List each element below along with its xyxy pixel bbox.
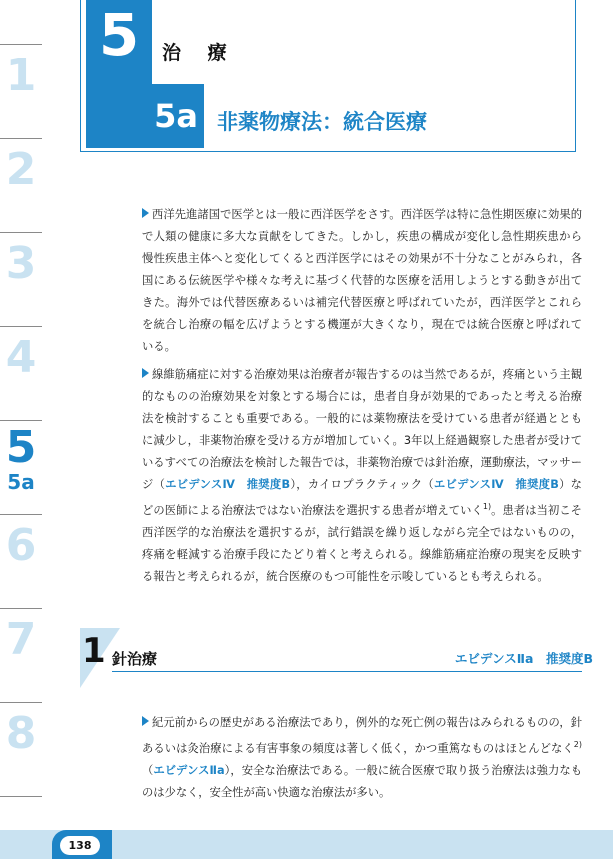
reference-mark[interactable]: 2) [573,740,582,749]
chapter-tab-8[interactable] [0,702,42,796]
chapter-title: 治 療 [162,42,237,64]
page-number: 138 [60,836,100,855]
paragraph-text: 線維筋痛症に対する治療効果は治療者が報告するのは当然であるが，疼痛という主観的なものの治療効果を対象とする場合には，患者自身が効果的であったと考える治療法を検討することも重要である。一般的には薬物療法を受けている患者が経過とともに減少し，非薬物治療を受ける方が増加していく。3年以上経過観察した患者が受けているすべての治療法を検討した報告では，非薬物治療では針治療，運動療法，マッサージ（ [142,368,582,491]
chapter-index-end [0,796,42,797]
chapter-number: 7 [5,614,37,665]
chapter-tab-6[interactable] [0,514,42,608]
section-heading-rule [112,671,582,672]
chapter-number: 6 [5,520,37,571]
chapter-tab-7[interactable] [0,608,42,702]
chapter-sub-number: 5a [7,470,35,494]
paragraph-text: ，安全な治療法である。一般に統合医療で取り扱う治療法は強力なものは少なく，安全性が高い快適な治療法が多い。 [142,763,582,799]
intro-paragraph-1 [142,204,582,358]
evidence-label: エビデンスⅣ 推奨度B [165,478,291,491]
evidence-label: エビデンスⅣ 推奨度B [433,478,559,491]
evidence-label: エビデンスⅡa [153,763,225,777]
chapter-number: 2 [5,144,37,195]
chapter-number-block [86,0,152,84]
bullet-triangle-icon [142,208,149,218]
chapter-number: 1 [5,50,37,101]
section-number-label: 5a [154,97,198,135]
section-heading-number: 1 [82,631,106,671]
chapter-tab-1[interactable] [0,44,42,138]
chapter-number-label: 5 [98,1,140,69]
bullet-triangle-icon [142,716,149,726]
paragraph-text: 紀元前からの歴史がある治療法であり，例外的な死亡例の報告はみられるものの，針あるいは灸治療による有害事象の頻度は著しく低く，かつ重篤なものはほとんどなく [142,716,582,755]
paragraph-text: 西洋先進諸国で医学とは一般に西洋医学をさす。西洋医学は特に急性期医療に効果的で人類の健康に多大な貢献をしてきた。しかし，疾患の構成が変化し急性期疾患から慢性疾患主体へと変化してくると西洋医学にはその効果が不十分なことがみられ，各国にある伝統医学や様々な考えに基づく代替的な医療を活用しようとする動きが出てきた。海外では代替医療あるいは補完代替医療と呼ばれていたが，西洋医学とこれらを統合し治療の幅を広げようとする機運が大きくなり，現在では統合医療と呼ばれている。 [142,208,582,353]
chapter-number: 8 [5,708,37,759]
paragraph-text: 。患者は当初こそ西洋医学的な治療法を選択するが，試行錯誤を繰り返しながら完全ではないものの，疼痛を軽減する治療手段にたどり着くと考えられる。線維筋痛症治療の現実を反映する報告と考えられるが，統合医療のもつ可能性を示唆しているとも考えられる。 [142,503,582,583]
section1-paragraph: 紀元前からの歴史がある治療法であり，例外的な死亡例の報告はみられるものの，針あるいは灸治療による有害事象の頻度は著しく低く，かつ重篤なものはほとんどなく$^{2)}$（エビデンスⅡa），安全な治療法である。一般に統合医療で取り扱う治療法は強力なものは少なく，安全性が高い快適な治療法が多い。 [142,716,582,799]
section-heading-title: 針治療 [112,650,158,668]
chapter-tab-4[interactable] [0,326,42,420]
paragraph-text: ）などの医師による治療法ではない治療法を選択する患者が増えていく [142,478,582,517]
chapter-number: 3 [5,238,37,289]
paragraph-text: ），カイロプラクティック（ [290,478,434,491]
chapter-number: 4 [5,332,37,383]
section-heading-evidence: エビデンスⅡa 推奨度B [454,651,593,666]
chapter-number: 5 [5,422,37,473]
intro-paragraph-2 [142,364,582,588]
section-number-block [86,84,204,148]
reference-mark[interactable]: 1) [482,502,492,511]
section-title: 非薬物療法：統合医療 [217,110,427,134]
chapter-tab-3[interactable] [0,232,42,326]
chapter-tab-5[interactable] [0,420,42,514]
chapter-tab-2[interactable] [0,138,42,232]
bullet-triangle-icon [142,368,149,378]
